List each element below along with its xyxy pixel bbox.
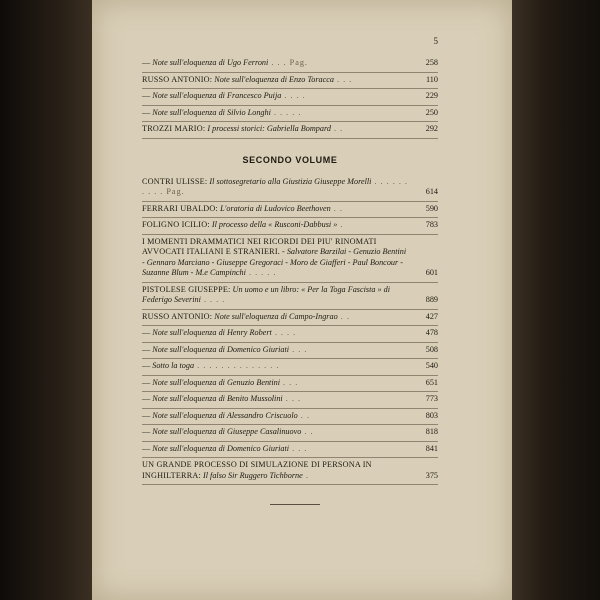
toc-entry xyxy=(142,218,438,235)
toc-entry-title: Note sull'eloquenza di Alessandro Criscuolo xyxy=(152,410,298,420)
toc-entry-page: 889 xyxy=(425,295,438,304)
toc-entry-page: 250 xyxy=(425,107,438,117)
book-spine-shadow xyxy=(0,0,92,600)
toc-entry-page: 614 xyxy=(425,187,438,196)
toc-entry-text xyxy=(142,124,438,135)
toc-entry-leader: . . . . xyxy=(200,295,226,304)
toc-entry-leader: . . . Pag. xyxy=(268,58,308,67)
toc-entry xyxy=(142,283,438,310)
toc-entry-separator: — xyxy=(142,377,153,387)
toc-entry-text xyxy=(142,204,438,215)
toc-entry-leader: . . . xyxy=(289,443,308,453)
toc-entry-text xyxy=(142,75,438,86)
toc-entry-text xyxy=(142,237,438,279)
toc-entry-text xyxy=(142,394,438,405)
toc-entry xyxy=(142,175,438,202)
toc-entry-text xyxy=(142,361,438,372)
toc-entry-leader: . . . xyxy=(279,377,299,387)
toc-entry-leader: . xyxy=(302,470,309,480)
toc-entry-author: FOLIGNO ICILIO: xyxy=(142,220,210,229)
toc-entry-title: I processi storici: Gabriella Bompard xyxy=(207,124,331,133)
toc-entry-title: Sotto la toga xyxy=(152,361,195,370)
toc-entry-title: Note sull'eloquenza di Domenico Giuriati xyxy=(152,344,290,354)
toc-entry-text xyxy=(142,91,438,102)
toc-entry-title: Note sull'eloquenza di Enzo Toracca xyxy=(214,74,334,84)
toc-entry-text xyxy=(142,328,438,339)
toc-entry-leader: . . . . xyxy=(271,328,297,337)
toc-entry-leader: . . . . . xyxy=(245,268,277,277)
toc-entry-page: 258 xyxy=(425,58,438,67)
toc-entry-leader: . . . . . xyxy=(270,107,302,117)
toc-entry-page: 427 xyxy=(425,311,438,321)
toc-entry-author: RUSSO ANTONIO: xyxy=(142,74,213,84)
toc-entry-text xyxy=(142,411,438,422)
closing-rule xyxy=(270,504,320,505)
contents-list-second-volume xyxy=(142,175,438,486)
toc-entry-page: 783 xyxy=(425,220,438,229)
toc-entry-author: UN GRANDE PROCESSO DI SIMULAZIONE DI PERSONA IN INGHILTERRA: xyxy=(142,460,372,480)
toc-entry-separator: — xyxy=(142,58,153,67)
toc-entry xyxy=(142,73,438,90)
toc-entry-leader: . . . xyxy=(289,344,308,354)
toc-entry-separator: — xyxy=(142,344,153,354)
toc-entry xyxy=(142,392,438,409)
toc-entry-title: L'oratoria di Ludovico Beethoven xyxy=(220,203,331,213)
toc-entry-text xyxy=(142,108,438,119)
toc-entry-title: Note sull'eloquenza di Domenico Giuriati xyxy=(152,443,290,453)
toc-entry-author: TROZZI MARIO: xyxy=(142,124,206,133)
toc-entry-leader: . . . . xyxy=(281,91,306,100)
table-of-contents xyxy=(142,56,438,485)
toc-entry-author: CONTRI ULISSE: xyxy=(142,176,208,186)
toc-entry-title: Il processo della « Rusconi-Dabbusi » xyxy=(211,220,338,229)
toc-entry-title: Note sull'eloquenza di Silvio Longhi xyxy=(152,107,271,117)
toc-entry-author: RUSSO ANTONIO: xyxy=(142,311,213,321)
contents-list-first-volume xyxy=(142,56,438,139)
toc-entry-text xyxy=(142,427,438,438)
toc-entry-title: Il falso Sir Ruggero Tichborne xyxy=(203,470,303,480)
toc-entry-separator: — xyxy=(142,410,153,420)
toc-entry-leader: . . xyxy=(297,410,310,420)
toc-entry xyxy=(142,425,438,442)
toc-entry-title: Il sottosegretario alla Giustizia Giuseppe Morelli xyxy=(209,176,372,186)
toc-entry-page: 110 xyxy=(426,74,438,84)
toc-entry-author: FERRARI UBALDO: xyxy=(142,203,219,213)
toc-entry-separator: — xyxy=(142,443,153,453)
toc-entry-page: 601 xyxy=(425,268,438,277)
toc-entry-page: 375 xyxy=(425,470,438,480)
toc-entry-page: 478 xyxy=(425,328,438,337)
toc-entry xyxy=(142,458,438,485)
toc-entry-leader: . . . . . . . . . . Pag. xyxy=(142,176,408,196)
toc-entry-text xyxy=(142,444,438,455)
toc-entry-separator: - xyxy=(280,247,287,256)
toc-entry-leader: . . xyxy=(330,124,344,133)
toc-entry xyxy=(142,310,438,327)
toc-entry-separator: — xyxy=(142,427,153,436)
toc-entry-text xyxy=(142,177,438,198)
book-edge-shadow xyxy=(512,0,600,600)
toc-entry-text xyxy=(142,285,438,306)
toc-entry-leader: . . xyxy=(301,427,314,436)
page-number: 5 xyxy=(433,36,438,46)
toc-entry-page: 773 xyxy=(425,394,438,403)
toc-entry-text xyxy=(142,312,438,323)
toc-entry xyxy=(142,202,438,219)
toc-entry-page: 508 xyxy=(425,344,438,354)
toc-entry-text xyxy=(142,378,438,389)
toc-entry-text xyxy=(142,460,438,481)
toc-entry-title: Note sull'eloquenza di Campo-Ingrao xyxy=(214,311,338,321)
section-title: SECONDO VOLUME xyxy=(242,154,338,165)
toc-entry-title: Note sull'eloquenza di Genuzio Bentini xyxy=(152,377,280,387)
toc-entry-page: 590 xyxy=(425,203,438,213)
toc-entry xyxy=(142,376,438,393)
toc-entry xyxy=(142,122,438,139)
toc-entry-leader: . . . . . . . . . . . . . . xyxy=(194,361,280,370)
toc-entry-title: Note sull'eloquenza di Francesco Puija xyxy=(152,91,282,100)
toc-entry-separator: — xyxy=(142,328,153,337)
toc-entry-author: PISTOLESE GIUSEPPE: xyxy=(142,284,231,294)
toc-entry xyxy=(142,56,438,73)
toc-entry-text xyxy=(142,345,438,356)
toc-entry xyxy=(142,442,438,459)
toc-entry-leader: . . . xyxy=(333,74,353,84)
toc-entry-separator: — xyxy=(142,394,153,403)
toc-entry-author: I MOMENTI DRAMMATICI NEI RICORDI DEI PIU' RINOMATI AVVOCATI ITALIANI E STRANIERI. xyxy=(142,236,377,256)
toc-entry-separator: — xyxy=(142,107,153,117)
toc-entry-page: 803 xyxy=(425,410,438,420)
toc-entry-title: Note sull'eloquenza di Benito Mussolini xyxy=(152,394,283,403)
toc-entry-page: 651 xyxy=(425,377,438,387)
toc-entry-separator: — xyxy=(142,91,153,100)
toc-entry-page: 841 xyxy=(425,443,438,453)
toc-entry xyxy=(142,235,438,283)
toc-entry xyxy=(142,326,438,343)
toc-entry-page: 818 xyxy=(425,427,438,436)
toc-entry xyxy=(142,343,438,360)
toc-entry-title: Note sull'eloquenza di Ugo Ferroni xyxy=(152,58,269,67)
toc-entry-leader: . . xyxy=(330,203,343,213)
toc-entry-page: 540 xyxy=(425,361,438,370)
toc-entry-title: Note sull'eloquenza di Giuseppe Casalinuovo xyxy=(152,427,302,436)
toc-entry-separator: — xyxy=(142,361,153,370)
toc-entry-text xyxy=(142,58,438,69)
toc-entry-page: 292 xyxy=(425,124,438,133)
toc-entry-leader: . . xyxy=(337,311,350,321)
toc-entry xyxy=(142,89,438,106)
toc-entry-leader: . xyxy=(337,220,344,229)
toc-entry-title: Note sull'eloquenza di Henry Robert xyxy=(152,328,272,337)
toc-entry xyxy=(142,359,438,376)
toc-entry-leader: . . . xyxy=(282,394,301,403)
toc-entry-page: 229 xyxy=(425,91,438,100)
toc-entry-text xyxy=(142,220,438,231)
toc-entry-title: Un uomo e un libro: « Per la Toga Fascista » di Federigo Severini xyxy=(142,284,391,304)
toc-entry xyxy=(142,106,438,123)
toc-entry xyxy=(142,409,438,426)
toc-entry-title: Salvatore Barzilai - Genuzio Bentini - Gennaro Marciano - Giuseppe Gregoraci - Moro de Giafferi - Paul Boncour - Suzanne Blum - M.e Campinchi xyxy=(142,247,407,277)
